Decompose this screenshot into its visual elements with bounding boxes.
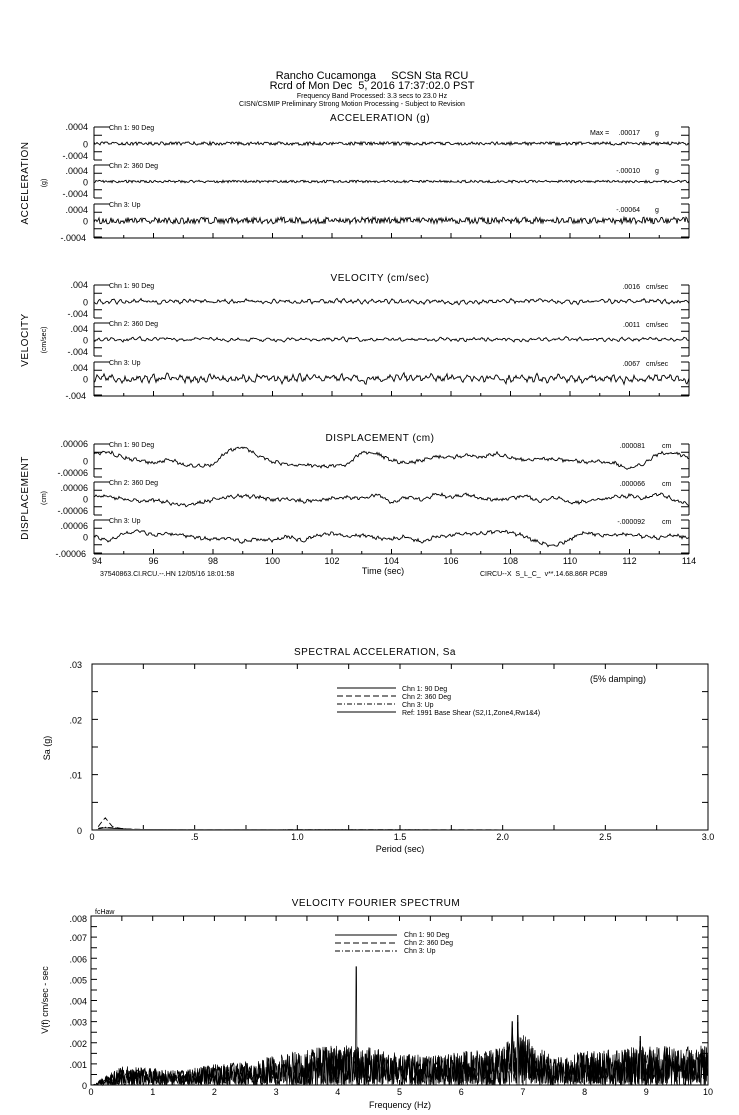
header-station: Rancho Cucamonga SCSN Sta RCU [275,70,469,82]
chart-title: SPECTRAL ACCELERATION, Sa [294,647,456,658]
trace-line [94,447,689,469]
xtick-label: 114 [681,556,697,566]
channel-max-unit: cm/sec [646,284,669,291]
damping-note: (5% damping) [589,674,647,684]
ytick-label: .00006 [60,439,88,449]
ytick-label: -.004 [67,309,88,319]
y-tick [94,507,689,515]
y-tick [94,469,689,477]
ytick-label: .004 [70,363,88,373]
y-axis-label: Sa (g) [42,735,52,761]
ytick-label: 0 [82,532,88,543]
legend-label: Chn 1: 90 Deg [402,686,448,693]
ytick-label: 0 [82,374,88,385]
panel-title: VELOCITY (cm/sec) [330,273,430,284]
ytick-label: -.00006 [57,506,88,516]
trace-line [94,217,689,224]
xtick-label: 2 [211,1087,217,1097]
channel-label: Chn 2: 360 Deg [109,321,159,328]
legend-label: Chn 3: Up [404,948,436,955]
ytick-label: -.0004 [60,233,86,243]
xtick-label: 9 [643,1087,649,1097]
ytick-label: .008 [69,914,87,924]
xtick-label: 100 [264,556,281,566]
channel-trace-group [62,122,689,161]
ytick-label: -.004 [67,347,88,357]
xtick-label: 112 [622,556,637,566]
ytick-label: .004 [70,280,88,290]
channel-trace-group [67,280,689,319]
xtick-label: 106 [443,556,459,566]
ytick-label: .002 [69,1038,87,1049]
x-axis-label: Period (sec) [375,844,425,854]
ytick-label: .001 [69,1059,87,1070]
channel-trace-group [65,360,689,401]
ytick-label: 0 [82,456,88,467]
ytick-label: .03 [69,660,82,670]
legend-label: Chn 3: Up [402,702,434,709]
channel-trace-group [57,480,689,516]
panel-title: DISPLACEMENT (cm) [325,433,435,444]
ytick-label: 0 [82,494,88,505]
xtick-label: 8 [582,1087,588,1097]
legend-label: Chn 2: 360 Deg [402,694,452,701]
panel-yunit: (cm/sec) [41,326,48,354]
ytick-label: -.0004 [62,151,88,161]
xtick-label: 98 [207,556,219,566]
xtick-label: 110 [562,556,578,566]
ytick-label: .003 [69,1017,87,1028]
xtick-label: 1 [150,1087,156,1097]
trace-line [94,180,689,182]
channel-max-value: -.000092 [617,519,645,526]
trace-line [94,337,689,342]
xtick-label: 96 [148,556,159,566]
header-record: Rcrd of Mon Dec 5, 2016 17:37:02.0 PST [269,80,475,92]
y-tick [94,152,689,160]
channel-max-value: .000081 [619,443,645,450]
header-frequency-band: Frequency Band Processed: 3.3 secs to 23.0 Hz [296,93,448,100]
channel-label: Chn 3: Up [109,202,141,209]
channel-trace-group [57,439,689,478]
ytick-label: -.004 [65,391,86,401]
ytick-label: .004 [70,324,88,334]
x-axis-label: Frequency (Hz) [368,1100,432,1110]
ytick-label: -.00006 [57,468,88,478]
xtick-label: 10 [702,1087,714,1097]
footer-program: CIRCU--X S_L_C_ v**.14.68.86R PC89 [480,571,608,578]
ytick-label: 0 [82,297,88,308]
plot-frame [92,664,708,830]
trace-line [94,142,689,145]
channel-label: Chn 2: 360 Deg [109,480,159,487]
channel-max-unit: cm/sec [646,361,669,368]
ytick-label: 0 [76,826,82,836]
xtick-label: 102 [324,556,340,566]
channel-max-unit: g [655,168,659,175]
channel-label: Chn 1: 90 Deg [109,125,155,132]
channel-trace-group [67,321,689,357]
xtick-label: 0 [89,832,95,842]
xtick-label: 108 [502,556,519,566]
ytick-label: .005 [69,975,87,986]
ytick-label: -.00006 [55,549,86,559]
channel-trace-group [55,518,689,559]
panel-yunit: (g) [41,178,48,188]
xtick-label: .5 [190,832,199,842]
xtick-label: 4 [335,1087,341,1097]
xtick-label: 6 [458,1087,464,1097]
ytick-label: .02 [69,715,82,726]
xtick-label: 1.0 [291,832,304,842]
series-line [98,818,708,830]
channel-label: Chn 1: 90 Deg [109,442,155,449]
panel-yunit: (cm) [41,491,48,505]
legend-label: Chn 1: 90 Deg [404,932,450,939]
y-tick [94,190,689,198]
channel-max-value: .000066 [619,481,645,488]
xtick-label: 3 [273,1087,279,1097]
x-axis-label: Time (sec) [361,566,405,576]
trace-line [94,373,689,384]
ytick-label: -.0004 [62,189,88,199]
y-tick [94,173,689,198]
panel-frame [94,285,689,318]
panel-ylabel: ACCELERATION [20,141,31,225]
channel-max-unit: cm [662,481,672,488]
ytick-label: .007 [69,933,87,944]
spectrum-line [92,1022,708,1085]
y-tick [94,135,689,160]
chart-title: VELOCITY FOURIER SPECTRUM [291,898,461,909]
corner-label: fcHaw [95,909,115,916]
ytick-label: 0 [82,139,88,150]
ytick-label: 0 [81,1081,87,1091]
ytick-label: 0 [82,335,88,346]
xtick-label: 2.0 [496,832,509,842]
channel-max-value: .00017 [618,130,640,137]
y-axis-label: V(f) cm/sec - sec [40,966,50,1034]
y-tick [94,331,689,356]
channel-max-unit: g [655,130,659,137]
y-tick [94,293,689,318]
channel-max-unit: cm [662,519,672,526]
channel-trace-group [62,163,689,199]
channel-max-value: .0016 [622,284,640,291]
channel-max-value: -.00064 [616,207,640,214]
panel-ylabel: VELOCITY [20,313,31,367]
ytick-label: 0 [82,216,88,227]
panel-title: ACCELERATION (g) [329,113,431,124]
channel-label: Chn 3: Up [109,518,141,525]
channel-label: Chn 1: 90 Deg [109,283,155,290]
ytick-label: .0004 [65,122,88,132]
channel-label: Chn 3: Up [109,360,141,367]
trace-line [94,298,689,304]
footer-record-id: 37540863.CI.RCU.--.HN 12/05/16 18:01:58 [100,571,235,578]
max-prefix: Max = [590,130,610,137]
legend-label: Chn 2: 360 Deg [404,940,454,947]
channel-max-unit: cm/sec [646,322,669,329]
xtick-label: 0 [88,1087,94,1097]
trace-line [94,530,689,547]
channel-max-unit: g [655,207,659,214]
ytick-label: .00006 [60,483,88,493]
ytick-label: 0 [82,177,88,188]
xtick-label: 94 [91,556,103,566]
channel-max-value: -.00010 [616,168,640,175]
channel-label: Chn 2: 360 Deg [109,163,159,170]
ytick-label: .0004 [65,166,88,176]
header-processing-note: CISN/CSMIP Preliminary Strong Motion Processing - Subject to Revision [239,101,465,108]
panel-frame [94,482,689,515]
ytick-label: .01 [69,770,82,781]
channel-max-value: .0011 [623,322,640,329]
channel-max-value: .0067 [622,361,640,368]
ytick-label: .004 [69,996,87,1007]
legend-label: Ref: 1991 Base Shear (S2,I1,Zone4,Rw1&4) [402,710,541,717]
xtick-label: 2.5 [599,832,612,842]
xtick-label: 5 [396,1087,403,1097]
xtick-label: 1.5 [393,832,407,842]
trace-line [94,493,689,507]
ytick-label: .00006 [60,521,88,531]
channel-max-unit: cm [662,443,672,450]
xtick-label: 104 [383,556,400,566]
ytick-label: .0004 [65,205,88,215]
xtick-label: 3.0 [701,832,715,842]
panel-ylabel: DISPLACEMENT [20,456,31,540]
y-tick [94,310,689,318]
channel-trace-group [60,202,689,243]
ytick-label: .006 [69,954,87,965]
xtick-label: 7 [520,1087,526,1097]
y-tick [94,348,689,356]
panel-frame [94,520,689,554]
